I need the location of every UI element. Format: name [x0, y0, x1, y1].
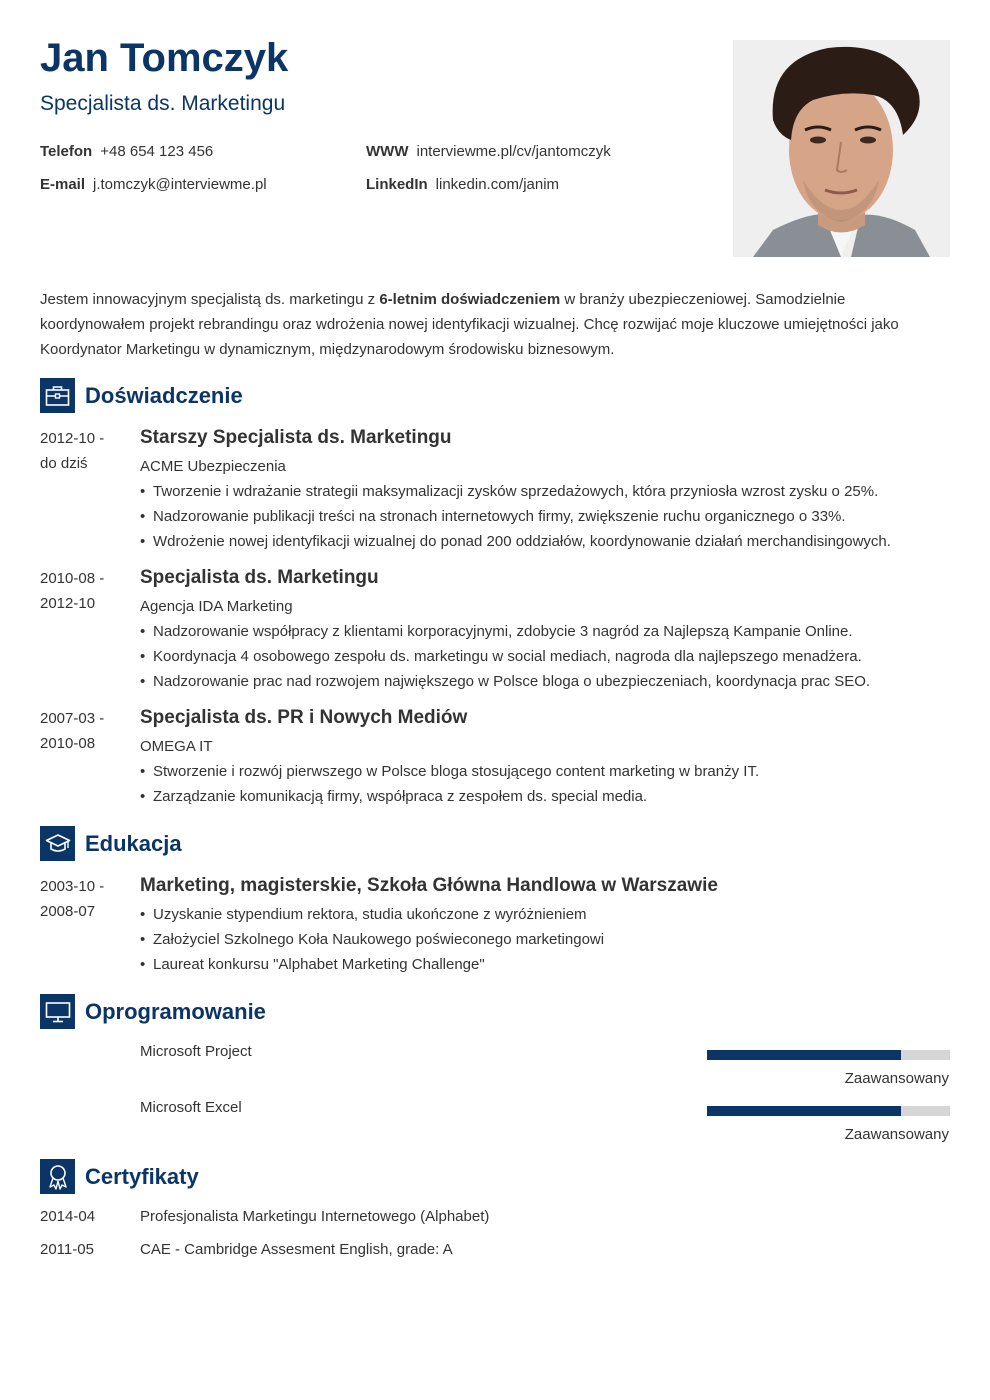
skill-level-label: Zaawansowany — [844, 1126, 949, 1143]
section-software-header — [40, 994, 266, 1029]
degree-title: Marketing, magisterskie, Szkoła Główna Handlowa w Warszawie — [140, 875, 718, 896]
graduation-cap-icon — [40, 826, 75, 861]
date-start: 2010-08 - — [40, 570, 105, 587]
skill-level-bar — [707, 1106, 950, 1116]
section-title: Oprogramowanie — [85, 998, 266, 1024]
skill-name: Microsoft Project — [140, 1043, 252, 1060]
bullet-item: • Tworzenie i wdrażanie strategii maksymalizacji zysków sprzedażowych, która przyniosła wzrost zysku o 25%. — [140, 479, 950, 504]
company-name: OMEGA IT — [140, 738, 213, 755]
candidate-name: Jan Tomczyk — [40, 36, 289, 80]
entry-dates — [40, 426, 135, 476]
summary-highlight: 6-letnim doświadczeniem — [379, 291, 561, 308]
bullet-item: • Nadzorowanie współpracy z klientami korporacyjnymi, zdobycie 3 nagród za Najlepszą Kampanie Online. — [140, 619, 950, 644]
summary-text-start: Jestem innowacyjnym specjalistą ds. marketingu z — [40, 291, 380, 308]
date-end: 2008-07 — [40, 903, 96, 920]
entry-dates — [40, 566, 135, 616]
skill-level-fill — [707, 1050, 901, 1060]
certificate-name: Profesjonalista Marketingu Internetowego (Alphabet) — [140, 1208, 490, 1225]
skill-level-bar — [707, 1050, 950, 1060]
summary-text-end: w branży ubezpieczeniowej. Samodzielnie koordynowałem projekt rebrandingu oraz wdrożenia nowej identyfikacji wizualnej. Chcę rozwijać moje kluczowe umiejętności jako Koordynator Marketingu w dynamicznym, międzynarodowym środowisku biznesowym. — [40, 291, 899, 358]
candidate-role: Specjalista ds. Marketingu — [40, 92, 286, 115]
bullet-item: • Nadzorowanie prac nad rozwojem największego w Polsce bloga o ubezpieczeniach, koordynacja prac SEO. — [140, 669, 950, 694]
certificate-date: 2011-05 — [40, 1241, 94, 1258]
contact-label: WWW — [366, 143, 409, 160]
section-experience-header — [40, 378, 243, 413]
entry-dates — [40, 706, 135, 756]
contact-phone — [40, 143, 213, 160]
job-title: Specjalista ds. Marketingu — [140, 567, 379, 588]
skill-level-label: Zaawansowany — [844, 1070, 949, 1087]
date-start: 2007-03 - — [40, 710, 105, 727]
contact-label: Telefon — [40, 143, 93, 160]
entry-dates — [40, 874, 135, 924]
bullet-item: • Uzyskanie stypendium rektora, studia ukończone z wyróżnieniem — [140, 902, 950, 927]
company-name: ACME Ubezpieczenia — [140, 458, 286, 475]
bullet-item: • Laureat konkursu "Alphabet Marketing Challenge" — [140, 952, 950, 977]
date-start: 2012-10 - — [40, 430, 105, 447]
section-title: Edukacja — [85, 830, 182, 856]
date-end: 2012-10 — [40, 595, 96, 612]
contact-email — [40, 176, 267, 193]
contact-www — [366, 143, 611, 160]
certificate-date: 2014-04 — [40, 1208, 96, 1225]
section-certificates-header — [40, 1159, 199, 1194]
briefcase-icon — [40, 378, 75, 413]
contact-label: E-mail — [40, 176, 86, 193]
contact-linkedin — [366, 176, 559, 193]
profile-photo — [733, 40, 950, 257]
job-title: Specjalista ds. PR i Nowych Mediów — [140, 707, 468, 728]
company-name: Agencja IDA Marketing — [140, 598, 293, 615]
date-end: 2010-08 — [40, 735, 96, 752]
bullet-item: • Zarządzanie komunikacją firmy, współpraca z zespołem ds. special media. — [140, 784, 950, 809]
bullet-item: • Stworzenie i rozwój pierwszego w Polsce bloga stosującego content marketing w branży IT. — [140, 759, 950, 784]
bullet-item: • Założyciel Szkolnego Koła Naukowego poświeconego marketingowi — [140, 927, 950, 952]
contact-label: LinkedIn — [366, 176, 428, 193]
section-education-header — [40, 826, 182, 861]
bullet-item: • Nadzorowanie publikacji treści na stronach internetowych firmy, zwiększenie ruchu organicznego o 33%. — [140, 504, 950, 529]
skill-name: Microsoft Excel — [140, 1099, 242, 1116]
section-title: Doświadczenie — [85, 382, 243, 408]
bullet-item: • Wdrożenie nowej identyfikacji wizualnej do ponad 200 oddziałów, koordynowanie działań merchandisingowych. — [140, 529, 950, 554]
profile-summary — [40, 287, 940, 362]
contact-value: interviewme.pl/cv/jantomczyk — [416, 143, 611, 160]
bullet-item: • Koordynacja 4 osobowego zespołu ds. marketingu w social mediach, nagroda dla najlepszego menadżera. — [140, 644, 950, 669]
section-title: Certyfikaty — [85, 1163, 199, 1189]
award-ribbon-icon — [40, 1159, 75, 1194]
contact-value: +48 654 123 456 — [100, 143, 214, 160]
certificate-name: CAE - Cambridge Assesment English, grade: A — [140, 1241, 453, 1258]
date-end: do dziś — [40, 455, 88, 472]
monitor-icon — [40, 994, 75, 1029]
contact-value: j.tomczyk@interviewme.pl — [93, 176, 267, 193]
date-start: 2003-10 - — [40, 878, 105, 895]
job-title: Starszy Specjalista ds. Marketingu — [140, 427, 452, 448]
contact-value: linkedin.com/janim — [435, 176, 560, 193]
skill-level-fill — [707, 1106, 901, 1116]
